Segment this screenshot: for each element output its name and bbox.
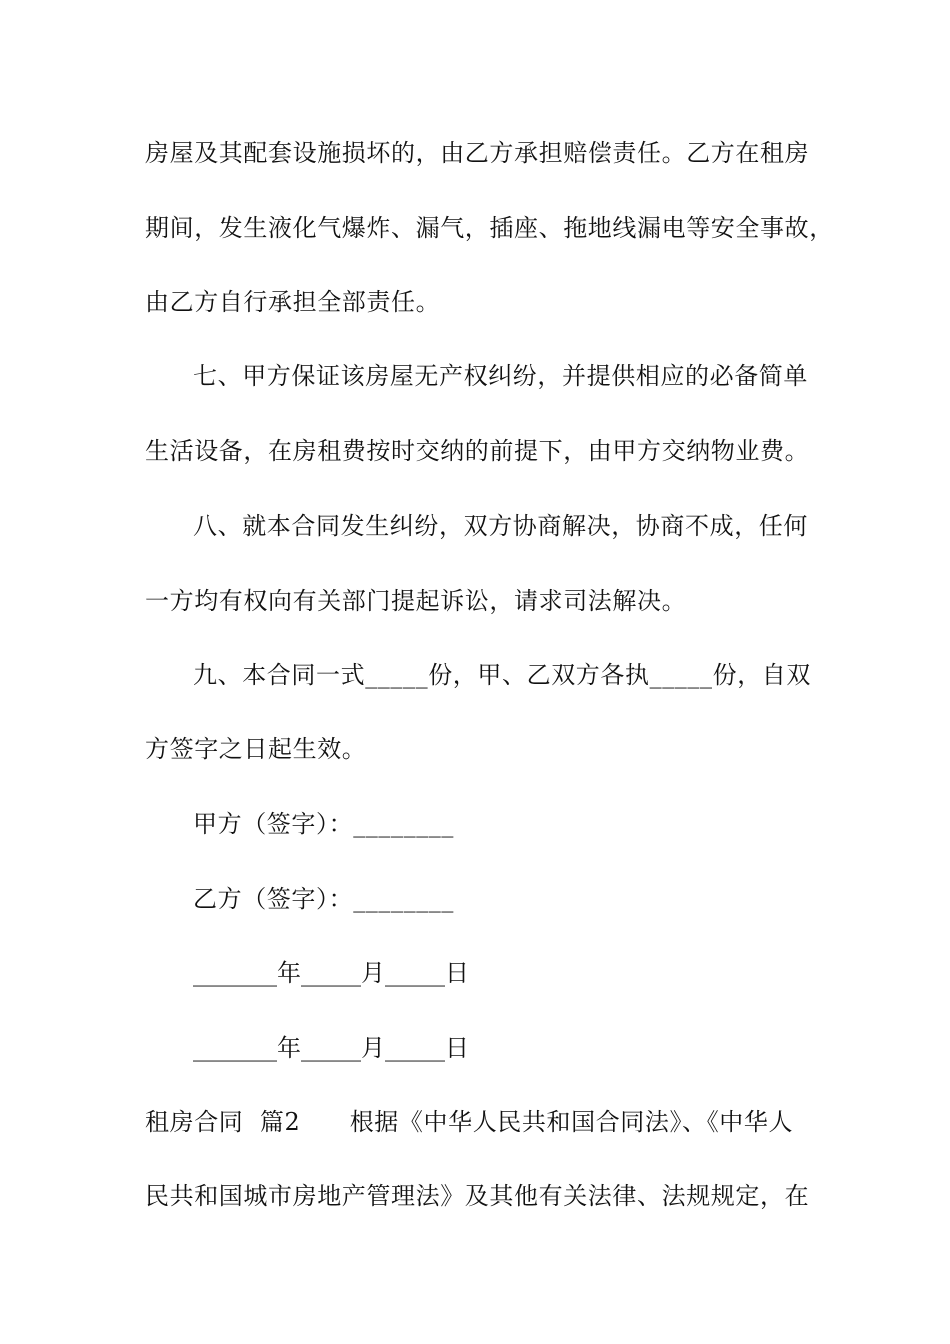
clause-7-line: 七、甲方保证该房屋无产权纠纷，并提供相应的必备简单	[193, 362, 808, 390]
clause-9-line: 九、本合同一式_____份，甲、乙双方各执_____份，自双	[193, 661, 811, 689]
paragraph-line: 一方均有权向有关部门提起诉讼，请求司法解决。	[145, 587, 687, 615]
paragraph-line: 期间，发生液化气爆炸、漏气，插座、拖地线漏电等安全事故，	[145, 214, 834, 242]
paragraph-line: 生活设备，在房租费按时交纳的前提下，由甲方交纳物业费。	[145, 437, 810, 465]
party-b-signature-line: 乙方（签字）：________	[193, 885, 454, 913]
paragraph-line: 民共和国城市房地产管理法》及其他有关法律、法规规定，在	[145, 1182, 810, 1210]
date-line: _______年_____月_____日	[193, 959, 469, 987]
clause-8-line: 八、就本合同发生纠纷，双方协商解决，协商不成，任何	[193, 512, 808, 540]
paragraph-line: 由乙方自行承担全部责任。	[145, 288, 441, 316]
party-a-signature-line: 甲方（签字）：________	[193, 810, 454, 838]
date-line: _______年_____月_____日	[193, 1034, 469, 1062]
paragraph-line: 方签字之日起生效。	[145, 735, 367, 763]
section-heading-line: 租房合同 篇2 根据《中华人民共和国合同法》、《中华人	[145, 1108, 794, 1136]
paragraph-line: 房屋及其配套设施损坏的，由乙方承担赔偿责任。乙方在租房	[145, 139, 810, 167]
